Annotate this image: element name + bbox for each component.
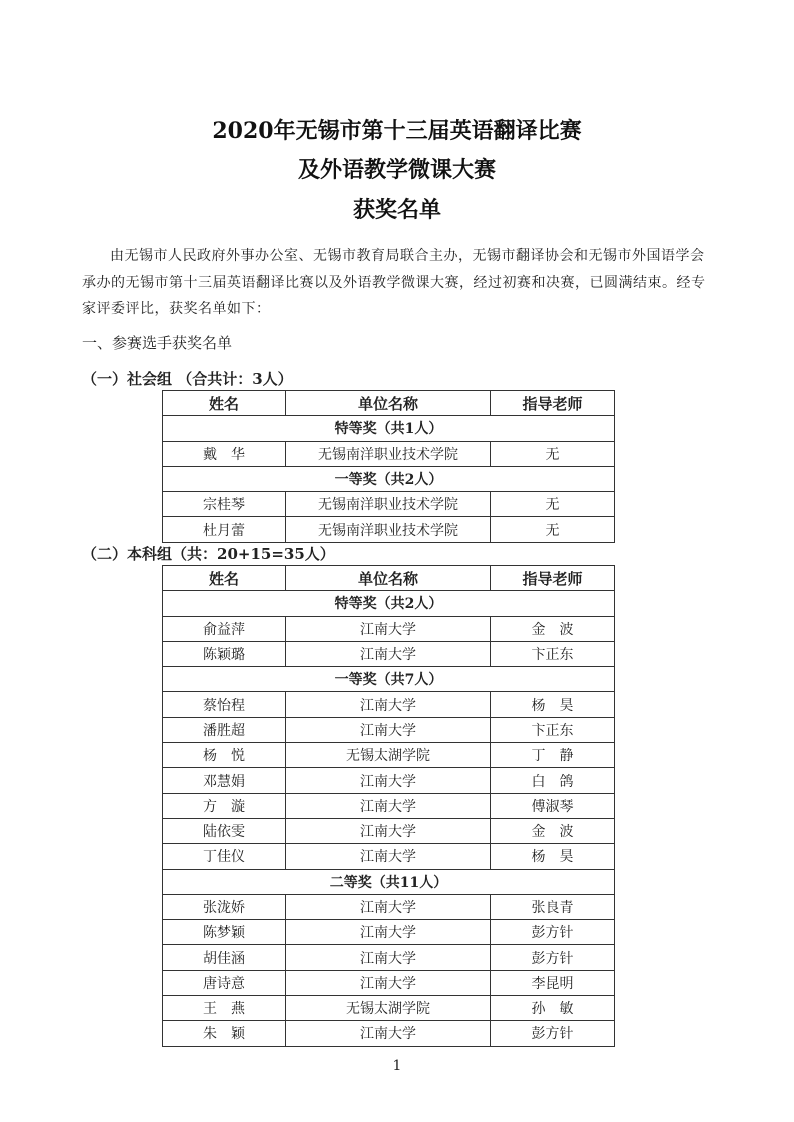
name-cell: 张泷娇 [163,894,286,919]
teacher-cell: 彭方针 [491,920,615,945]
unit-cell: 江南大学 [286,1021,491,1046]
teacher-cell: 卞正东 [491,641,615,666]
teacher-cell: 杨 昊 [491,844,615,869]
intro-paragraph: 由无锡市人民政府外事办公室、无锡市教育局联合主办，无锡市翻译协会和无锡市外国语学会承办的无锡市第十三届英语翻译比赛以及外语教学微课大赛，经过初赛和决赛，已圆满结束。经专家评委评比，获奖名单如下： [82,248,706,317]
teacher-cell: 丁 静 [491,743,615,768]
teacher-cell: 杨 昊 [491,692,615,717]
name-cell: 潘胜超 [163,717,286,742]
teacher-cell: 张良青 [491,894,615,919]
table-row [163,517,615,542]
table-row [163,945,615,970]
unit-cell: 江南大学 [286,894,491,919]
unit-cell: 无锡南洋职业技术学院 [286,492,491,517]
name-cell: 方 漩 [163,793,286,818]
table-row [163,970,615,995]
name-cell: 宗桂琴 [163,492,286,517]
table-row [163,768,615,793]
name-cell: 胡佳涵 [163,945,286,970]
column-header: 姓名 [163,566,286,591]
table-row [163,920,615,945]
unit-cell: 江南大学 [286,717,491,742]
column-header: 姓名 [163,391,286,416]
award-label: 二等奖（共11人） [163,869,615,894]
table-row [163,441,615,466]
table-row [163,616,615,641]
table-row [163,492,615,517]
award-row [163,869,615,894]
teacher-cell: 无 [491,492,615,517]
name-cell: 陈梦颖 [163,920,286,945]
unit-cell: 无锡南洋职业技术学院 [286,441,491,466]
column-header: 指导老师 [491,391,615,416]
table-row [163,641,615,666]
name-cell: 唐诗意 [163,970,286,995]
teacher-cell: 金 波 [491,818,615,843]
table-row [163,996,615,1021]
unit-cell: 江南大学 [286,616,491,641]
teacher-cell: 白 鸽 [491,768,615,793]
unit-cell: 江南大学 [286,818,491,843]
teacher-cell: 李昆明 [491,970,615,995]
column-header: 指导老师 [491,566,615,591]
table-row [163,743,615,768]
table-row [163,692,615,717]
award-row [163,416,615,441]
group2-table [162,565,615,1047]
teacher-cell: 傅淑琴 [491,793,615,818]
table-row [163,1021,615,1046]
award-row [163,667,615,692]
award-label: 特等奖（共2人） [163,591,615,616]
unit-cell: 无锡太湖学院 [286,743,491,768]
name-cell: 丁佳仪 [163,844,286,869]
group1-table [162,390,615,543]
name-cell: 朱 颖 [163,1021,286,1046]
group2-heading: （二）本科组（共：20+15=35人） [82,545,335,563]
unit-cell: 江南大学 [286,970,491,995]
teacher-cell: 卞正东 [491,717,615,742]
table-header-row [163,391,615,416]
name-cell: 杜月蕾 [163,517,286,542]
unit-cell: 无锡南洋职业技术学院 [286,517,491,542]
teacher-cell: 无 [491,517,615,542]
unit-cell: 江南大学 [286,844,491,869]
name-cell: 戴 华 [163,441,286,466]
group1-heading: （一）社会组 （合共计：3人） [82,370,293,388]
name-cell: 陈颖璐 [163,641,286,666]
table-row [163,793,615,818]
unit-cell: 江南大学 [286,945,491,970]
teacher-cell: 金 波 [491,616,615,641]
award-label: 特等奖（共1人） [163,416,615,441]
unit-cell: 江南大学 [286,793,491,818]
name-cell: 蔡怡程 [163,692,286,717]
title-line-1: 2020年无锡市第十三届英语翻译比赛 [212,118,582,144]
section-heading: 一、参赛选手获奖名单 [82,334,233,352]
unit-cell: 江南大学 [286,920,491,945]
award-row [163,591,615,616]
title-line-2: 及外语教学微课大赛 [297,157,496,183]
teacher-cell: 彭方针 [491,1021,615,1046]
name-cell: 王 燕 [163,996,286,1021]
table-header-row [163,566,615,591]
title-line-3: 获奖名单 [352,197,441,223]
table-row [163,717,615,742]
award-label: 一等奖（共7人） [163,667,615,692]
table-row [163,894,615,919]
name-cell: 杨 悦 [163,743,286,768]
unit-cell: 江南大学 [286,641,491,666]
teacher-cell: 彭方针 [491,945,615,970]
unit-cell: 江南大学 [286,768,491,793]
name-cell: 俞益萍 [163,616,286,641]
table-row [163,818,615,843]
teacher-cell: 无 [491,441,615,466]
name-cell: 邓慧娟 [163,768,286,793]
unit-cell: 无锡太湖学院 [286,996,491,1021]
name-cell: 陆依雯 [163,818,286,843]
award-row [163,466,615,491]
table-row [163,844,615,869]
page-number: 1 [392,1058,402,1074]
column-header: 单位名称 [286,391,491,416]
award-label: 一等奖（共2人） [163,466,615,491]
teacher-cell: 孙 敏 [491,996,615,1021]
column-header: 单位名称 [286,566,491,591]
unit-cell: 江南大学 [286,692,491,717]
